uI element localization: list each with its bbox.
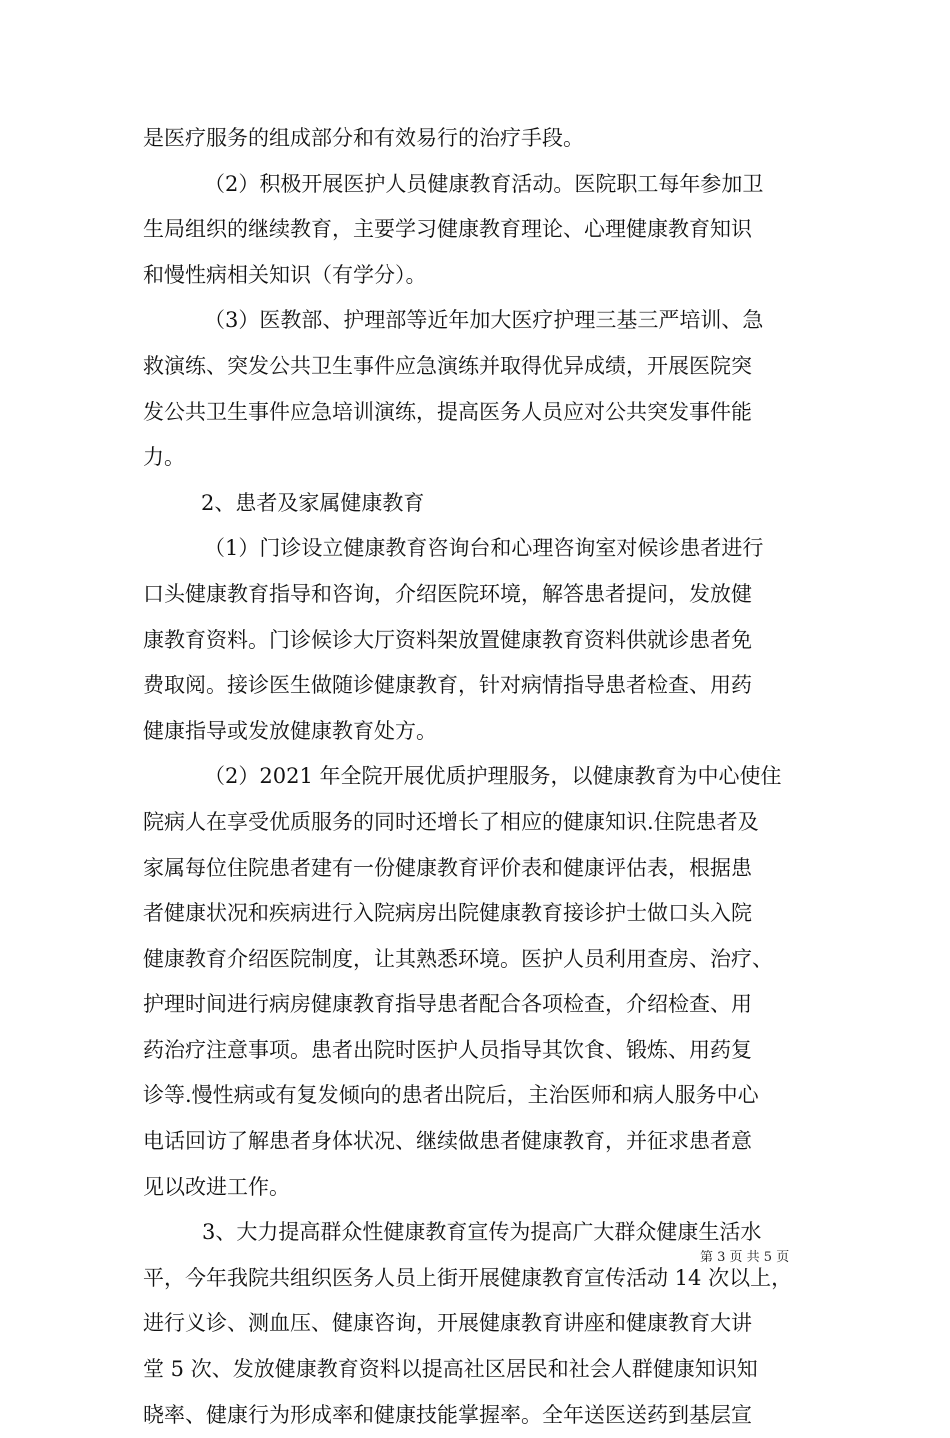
text-line: 晓率、健康行为形成率和健康技能掌握率。全年送医送药到基层宣 xyxy=(143,1402,752,1427)
page-number-footer: 第 3 页 共 5 页 xyxy=(700,1250,790,1265)
text-line: 护理时间进行病房健康教育指导患者配合各项检查，介绍检查、用 xyxy=(143,992,752,1017)
text-line: 健康指导或发放健康教育处方。 xyxy=(143,718,437,743)
text-line: 发公共卫生事件应急培训演练，提高医务人员应对公共突发事件能 xyxy=(143,399,752,424)
text-line: 平，今年我院共组织医务人员上街开展健康教育宣传活动 14 次以上， xyxy=(143,1265,793,1290)
text-line: 者健康状况和疾病进行入院病房出院健康教育接诊护士做口头入院 xyxy=(143,901,752,926)
section-heading-line: 2、患者及家属健康教育 xyxy=(201,490,425,515)
text-line: 救演练、突发公共卫生事件应急演练并取得优异成绩，开展医院突 xyxy=(143,353,752,378)
text-line: 和慢性病相关知识（有学分）。 xyxy=(143,262,427,287)
text-line: 家属每位住院患者建有一份健康教育评价表和健康评估表，根据患 xyxy=(143,855,752,880)
text-line: 康教育资料。门诊候诊大厅资料架放置健康教育资料供就诊患者免 xyxy=(143,627,752,652)
text-line: 药治疗注意事项。患者出院时医护人员指导其饮食、锻炼、用药复 xyxy=(143,1037,752,1062)
document-body xyxy=(143,116,809,1438)
paragraph-start-line: （3）医教部、护理部等近年加大医疗护理三基三严培训、急 xyxy=(204,308,764,333)
paragraph-start-line: （1）门诊设立健康教育咨询台和心理咨询室对候诊患者进行 xyxy=(204,536,764,561)
text-line: 见以改进工作。 xyxy=(143,1174,290,1199)
text-line: 电话回访了解患者身体状况、继续做患者健康教育，并征求患者意 xyxy=(143,1129,752,1154)
text-line: 是医疗服务的组成部分和有效易行的治疗手段。 xyxy=(143,126,584,150)
text-line: 诊等.慢性病或有复发倾向的患者出院后，主治医师和病人服务中心 xyxy=(143,1083,759,1108)
text-line: 堂 5 次、发放健康教育资料以提高社区居民和社会人群健康知识知 xyxy=(143,1357,758,1382)
text-line: 院病人在享受优质服务的同时还增长了相应的健康知识.住院患者及 xyxy=(143,809,759,834)
text-line: 力。 xyxy=(143,445,185,470)
text-line: 生局组织的继续教育，主要学习健康教育理论、心理健康教育知识 xyxy=(143,217,752,242)
paragraph-start-line: （2）积极开展医护人员健康教育活动。医院职工每年参加卫 xyxy=(204,171,764,196)
text-line: 口头健康教育指导和咨询，介绍医院环境，解答患者提问，发放健 xyxy=(143,581,752,606)
section-heading-line: 3、大力提高群众性健康教育宣传为提高广大群众健康生活水 xyxy=(202,1220,762,1245)
paragraph-start-line: （2）2021 年全院开展优质护理服务，以健康教育为中心使住 xyxy=(204,764,782,789)
text-line: 健康教育介绍医院制度，让其熟悉环境。医护人员利用查房、治疗、 xyxy=(143,946,773,971)
text-line: 费取阅。接诊医生做随诊健康教育，针对病情指导患者检查、用药 xyxy=(143,673,752,698)
text-line: 进行义诊、测血压、健康咨询，开展健康教育讲座和健康教育大讲 xyxy=(143,1311,752,1336)
